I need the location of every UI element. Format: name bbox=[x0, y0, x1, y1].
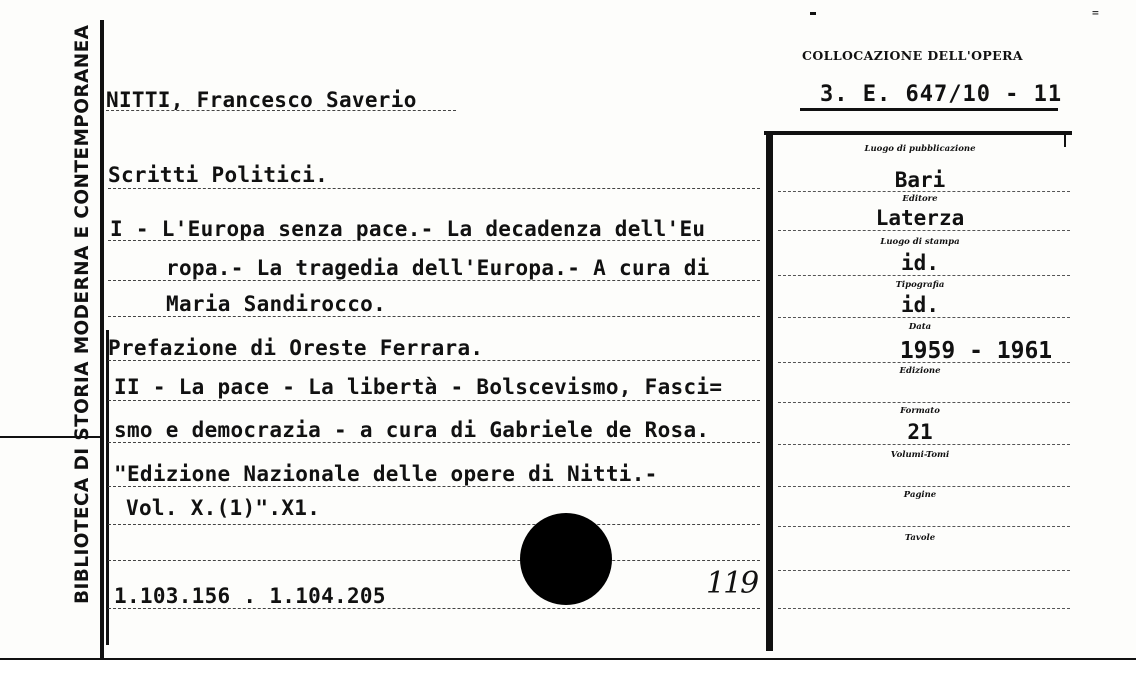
title-line: Vol. X.(1)".X1. bbox=[126, 496, 321, 520]
field-rule bbox=[778, 402, 1070, 403]
collocazione-rule bbox=[800, 108, 1058, 111]
title-line: I - L'Europa senza pace.- La decadenza dell'Eu bbox=[110, 217, 706, 241]
left-margin-rule-inner bbox=[106, 330, 109, 645]
dotted-rule bbox=[108, 360, 760, 361]
left-margin-rule bbox=[100, 20, 104, 660]
dotted-rule bbox=[108, 560, 760, 561]
title-line: Maria Sandirocco. bbox=[166, 292, 387, 316]
author-name: NITTI, Francesco Saverio bbox=[106, 88, 417, 112]
field-rule bbox=[778, 230, 1070, 231]
dotted-rule bbox=[108, 316, 760, 317]
dotted-rule bbox=[108, 486, 760, 487]
field-value-formato: 21 bbox=[907, 420, 933, 444]
dotted-rule bbox=[108, 442, 760, 443]
field-label-luogo-pubblicazione: Luogo di pubblicazione bbox=[864, 144, 976, 154]
field-rule bbox=[778, 526, 1070, 527]
field-value-editore: Laterza bbox=[875, 206, 965, 230]
collocazione-label: COLLOCAZIONE DELL'OPERA bbox=[802, 48, 1023, 63]
field-rule bbox=[778, 317, 1070, 318]
inventory-numbers: 1.103.156 . 1.104.205 bbox=[114, 584, 386, 608]
field-value-data: 1959 - 1961 bbox=[899, 338, 1053, 364]
field-value-luogo-stampa: id. bbox=[901, 251, 939, 275]
field-label-editore: Editore bbox=[902, 194, 938, 204]
field-label-volumi-tomi: Volumi-Tomi bbox=[890, 450, 950, 460]
field-rule bbox=[778, 275, 1070, 276]
field-label-tipografia: Tipografia bbox=[895, 280, 945, 290]
dotted-rule bbox=[108, 400, 760, 401]
handwritten-note: 119 bbox=[706, 566, 758, 601]
dotted-rule bbox=[108, 280, 760, 281]
collocazione-value: 3. E. 647/10 - 11 bbox=[820, 82, 1063, 107]
field-rule bbox=[778, 608, 1070, 609]
field-rule bbox=[778, 570, 1070, 571]
field-rule bbox=[778, 444, 1070, 445]
title-line: ropa.- La tragedia dell'Europa.- A cura di bbox=[166, 256, 710, 280]
author-rule bbox=[106, 110, 456, 111]
dotted-rule bbox=[108, 524, 760, 525]
title-line: Scritti Politici. bbox=[108, 163, 329, 187]
field-label-luogo-stampa: Luogo di stampa bbox=[880, 237, 960, 247]
dotted-rule bbox=[108, 240, 760, 241]
scan-bottom-edge bbox=[0, 658, 1136, 690]
dotted-rule bbox=[108, 608, 760, 609]
title-line: Prefazione di Oreste Ferrara. bbox=[108, 336, 484, 360]
library-name-vertical: BIBLIOTECA DI STORIA MODERNA E CONTEMPORANEA bbox=[72, 24, 93, 604]
field-value-tipografia: id. bbox=[901, 293, 939, 317]
title-line: II - La pace - La libertà - Bolscevismo, Fasci= bbox=[114, 375, 723, 399]
details-box-left bbox=[766, 131, 773, 651]
title-line: smo e democrazia - a cura di Gabriele de Rosa. bbox=[114, 418, 710, 442]
corner-scribble: ⁼ bbox=[1090, 6, 1101, 27]
field-label-edizione: Edizione bbox=[899, 366, 941, 376]
dotted-rule bbox=[108, 188, 760, 189]
field-value-luogo-pubblicazione: Bari bbox=[894, 168, 946, 192]
ink-mark bbox=[810, 12, 816, 15]
punch-hole bbox=[520, 513, 612, 605]
field-label-formato: Formato bbox=[900, 406, 940, 416]
field-label-tavole: Tavole bbox=[904, 533, 936, 543]
details-box-corner bbox=[1064, 131, 1066, 147]
details-box-top bbox=[764, 131, 1072, 135]
field-label-data: Data bbox=[908, 322, 932, 332]
field-rule bbox=[778, 486, 1070, 487]
field-rule bbox=[778, 362, 1070, 363]
field-rule bbox=[778, 191, 1070, 192]
field-label-pagine: Pagine bbox=[903, 490, 937, 500]
title-line: "Edizione Nazionale delle opere di Nitti.- bbox=[114, 462, 658, 486]
